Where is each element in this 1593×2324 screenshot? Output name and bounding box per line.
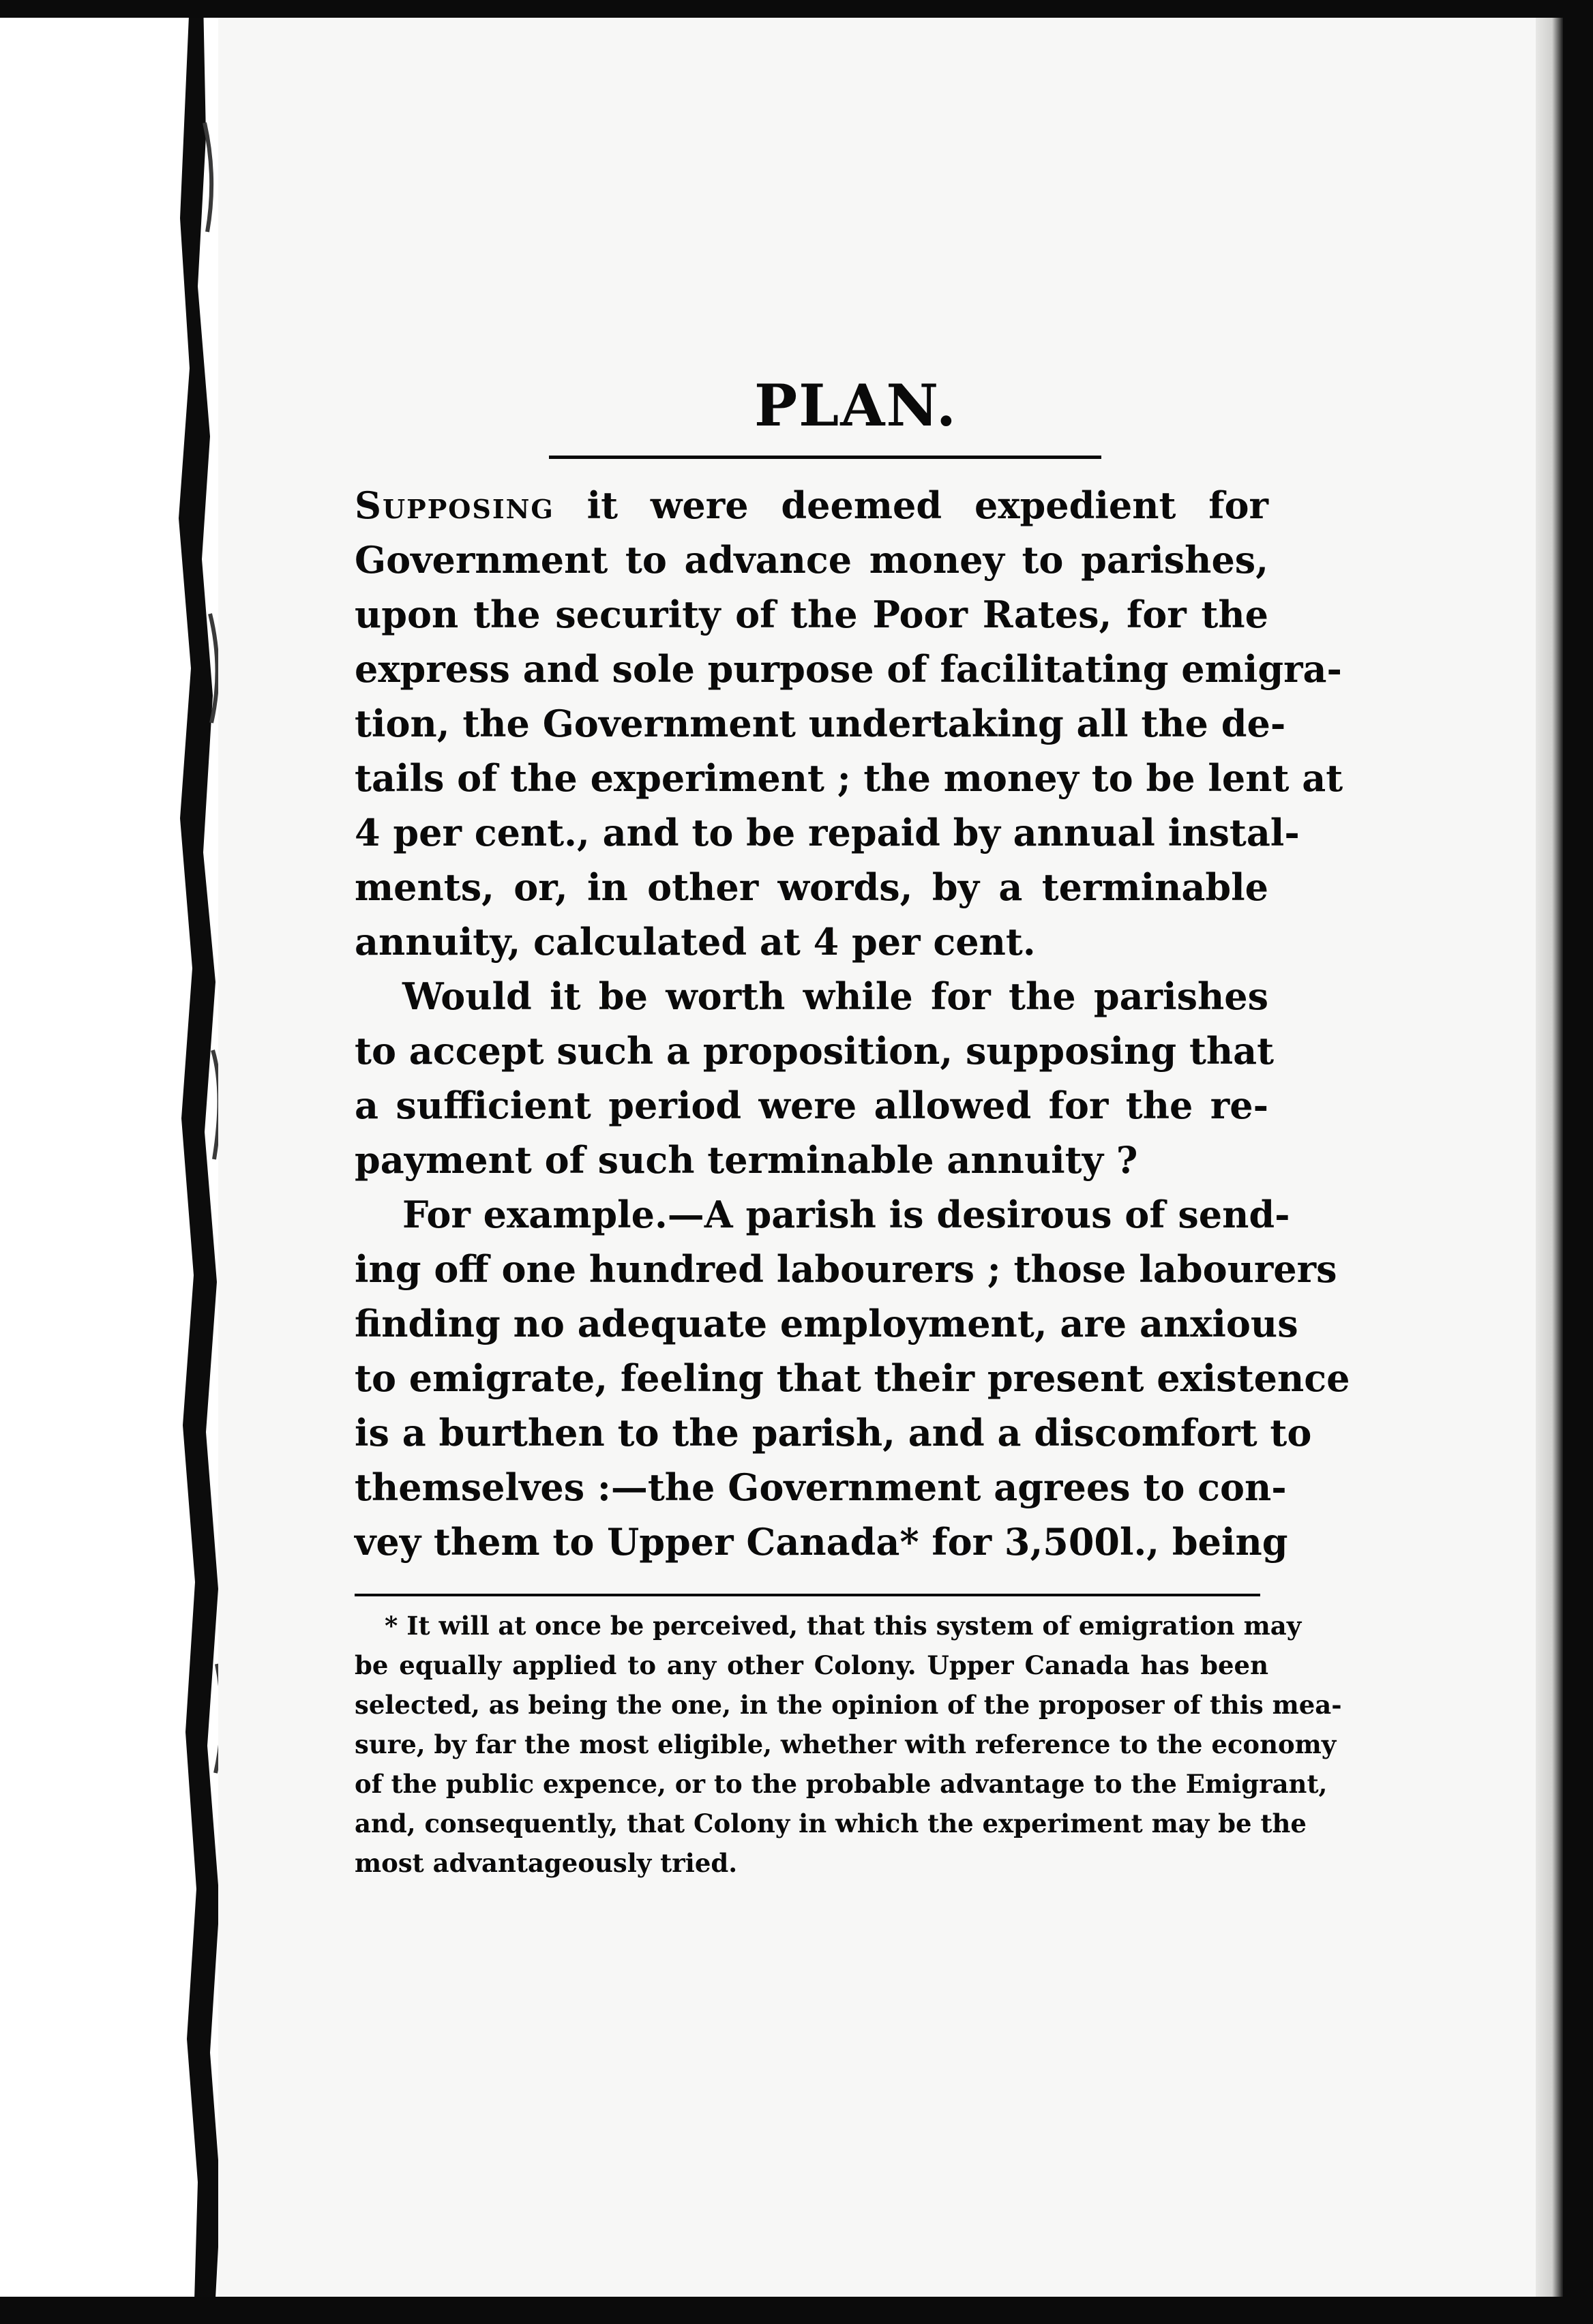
paragraph-2 <box>355 969 1275 1187</box>
footnote-rule <box>355 1594 1260 1596</box>
body-line: tion, the Government undertaking all the de- <box>355 702 1286 745</box>
paragraph-3 <box>355 1187 1350 1569</box>
body-line: to emigrate, feeling that their present existence <box>355 1356 1350 1400</box>
footnote-line: be equally applied to any other Colony. Upper Canada has been <box>355 1650 1268 1680</box>
paragraph-1 <box>355 478 1343 969</box>
scan-border-top <box>0 0 1593 18</box>
lead-word: Supposing <box>355 483 554 527</box>
body-line: Would it be worth while for the parishes <box>402 974 1268 1018</box>
body-line: themselves :—the Government agrees to con- <box>355 1465 1287 1509</box>
body-line: ing off one hundred labourers ; those labourers <box>355 1247 1337 1291</box>
footnote-line: selected, as being the one, in the opinion of the proposer of this mea- <box>355 1690 1342 1720</box>
scan-border-right <box>1563 0 1593 2324</box>
page-edge <box>1536 18 1563 2297</box>
scan-border-bottom <box>0 2297 1593 2324</box>
footnote-line: * It will at once be perceived, that this system of emigration may <box>385 1611 1302 1641</box>
body-line: is a burthen to the parish, and a discomfort to <box>355 1411 1312 1455</box>
body-line: express and sole purpose of facilitating emigra- <box>355 647 1342 691</box>
page-title: PLAN. <box>754 372 958 439</box>
body-line: Supposing it were deemed expedient for <box>355 483 1268 527</box>
body-line: finding no adequate employment, are anxious <box>355 1302 1298 1345</box>
body-line: For example.—A parish is desirous of send- <box>402 1193 1290 1236</box>
body-line: annuity, calculated at 4 per cent. <box>355 920 1036 964</box>
footnote-line: of the public expence, or to the probable advantage to the Emigrant, <box>355 1769 1328 1799</box>
body-line: Government to advance money to parishes, <box>355 538 1268 582</box>
body-line: to accept such a proposition, supposing that <box>355 1029 1275 1073</box>
body-line: upon the security of the Poor Rates, for the <box>355 593 1268 636</box>
footnote <box>355 1606 1342 1883</box>
body-line: vey them to Upper Canada* for 3,500l., being <box>355 1520 1288 1564</box>
footnote-line: sure, by far the most eligible, whether with reference to the economy <box>355 1729 1337 1759</box>
footnote-line: and, consequently, that Colony in which the experiment may be the <box>355 1808 1307 1838</box>
body-line: tails of the experiment ; the money to be lent at <box>355 756 1343 800</box>
title-rule <box>549 456 1101 459</box>
text-block <box>355 368 1350 1883</box>
body-line: 4 per cent., and to be repaid by annual instal- <box>355 811 1300 854</box>
body-line: payment of such terminable annuity ? <box>355 1138 1138 1182</box>
body-line: a sufficient period were allowed for the re- <box>355 1084 1268 1127</box>
footnote-line: most advantageously tried. <box>355 1848 738 1878</box>
body-line: ments, or, in other words, by a terminable <box>355 865 1268 909</box>
